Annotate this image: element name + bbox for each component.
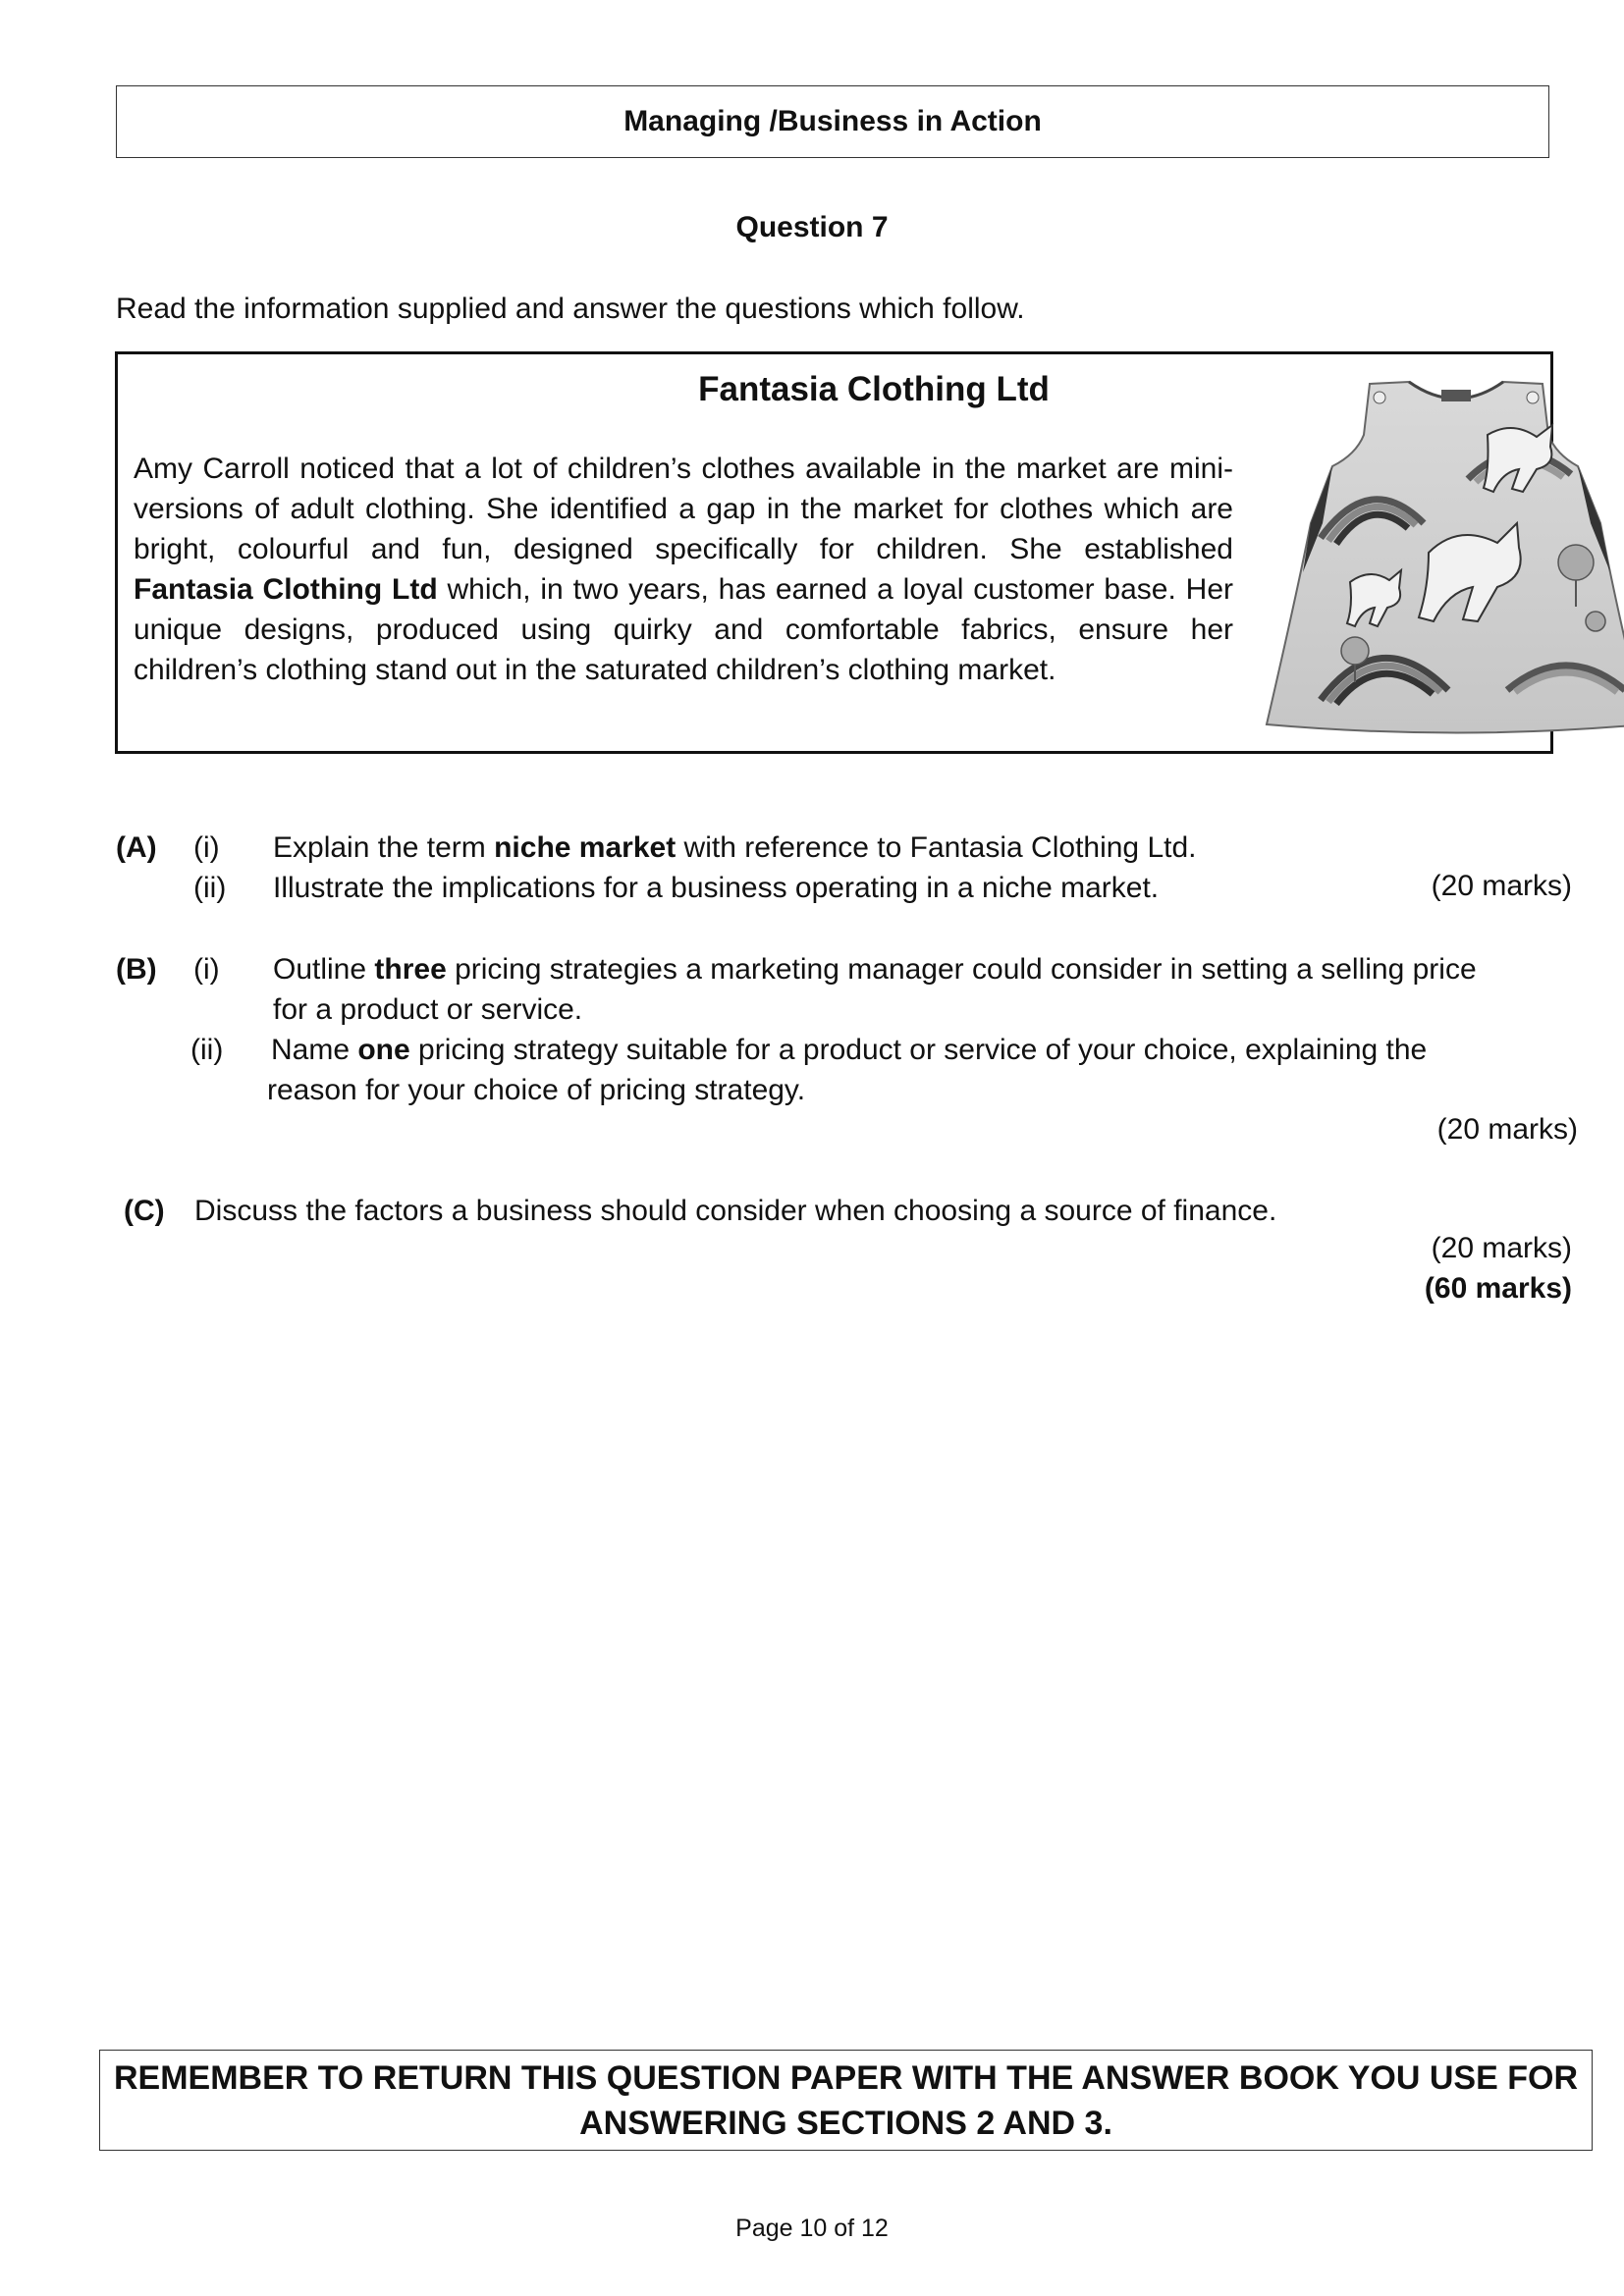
text-part: with reference to Fantasia Clothing Ltd. — [676, 831, 1197, 864]
part-a-marks: (20 marks) — [1431, 870, 1572, 902]
section-header — [116, 85, 1549, 158]
part-b-marks: (20 marks) — [1436, 1113, 1578, 1146]
part-c-marks: (20 marks) — [1431, 1232, 1572, 1264]
part-b-ii-text-line2: reason for your choice of pricing strategy. — [267, 1074, 806, 1106]
part-b-i-text — [273, 949, 1477, 989]
case-title: Fantasia Clothing Ltd — [698, 370, 1050, 408]
key-term: one — [357, 1034, 410, 1066]
text-part: pricing strategies a marketing manager could consider in setting a selling price — [446, 953, 1477, 986]
intro-text: Read the information supplied and answer the questions which follow. — [116, 293, 1025, 325]
part-a-ii-number: (ii) — [193, 872, 227, 904]
part-b-i-text-line2: for a product or service. — [273, 993, 583, 1026]
part-a-ii-text: Illustrate the implications for a business operating in a niche market. — [273, 872, 1160, 904]
text-part: Explain the term — [273, 831, 495, 864]
part-c-text: Discuss the factors a business should consider when choosing a source of finance. — [194, 1195, 1277, 1227]
text-part: Outline — [273, 953, 375, 986]
case-study-box — [115, 351, 1553, 754]
page-number: Page 10 of 12 — [735, 2215, 889, 2242]
part-b-i-number: (i) — [193, 953, 220, 986]
case-text — [134, 449, 1233, 690]
part-b-ii-text — [271, 1030, 1427, 1070]
total-marks: (60 marks) — [1424, 1272, 1572, 1305]
text-part: pricing strategy suitable for a product or service of your choice, explaining the — [409, 1034, 1428, 1066]
key-term: niche market — [494, 831, 677, 864]
part-a-i-text — [273, 828, 1197, 868]
section-header-text: Managing /Business in Action — [623, 105, 1042, 137]
part-b-ii-number: (ii) — [190, 1034, 224, 1066]
case-text-company: Fantasia Clothing Ltd — [134, 573, 438, 606]
key-term: three — [374, 953, 447, 986]
part-b-label: (B) — [116, 953, 157, 986]
reminder-line-1: REMEMBER TO RETURN THIS QUESTION PAPER WITH THE ANSWER BOOK YOU USE FOR — [113, 2058, 1579, 2097]
part-c-label: (C) — [124, 1195, 165, 1227]
part-a-label: (A) — [116, 831, 157, 864]
case-text-part: which, in two years, has earned a loyal customer base. Her unique designs, produced using quirky and comfortable fabrics, ensure her children’s clothing stand out in the saturated children’s clothing market. — [134, 573, 1233, 686]
text-part: Name — [271, 1034, 358, 1066]
reminder-line-2: ANSWERING SECTIONS 2 AND 3. — [579, 2104, 1112, 2142]
question-title: Question 7 — [735, 211, 889, 243]
case-text-part: Amy Carroll noticed that a lot of children’s clothes available in the market are mini-versions of adult clothing. She identified a gap in the market for clothes which are bright, colourful and fun, designed specifically for children. She established — [134, 453, 1233, 565]
return-reminder-box — [99, 2050, 1593, 2151]
unicorn-print-dress-image — [1262, 376, 1624, 739]
part-a-i-number: (i) — [193, 831, 220, 864]
